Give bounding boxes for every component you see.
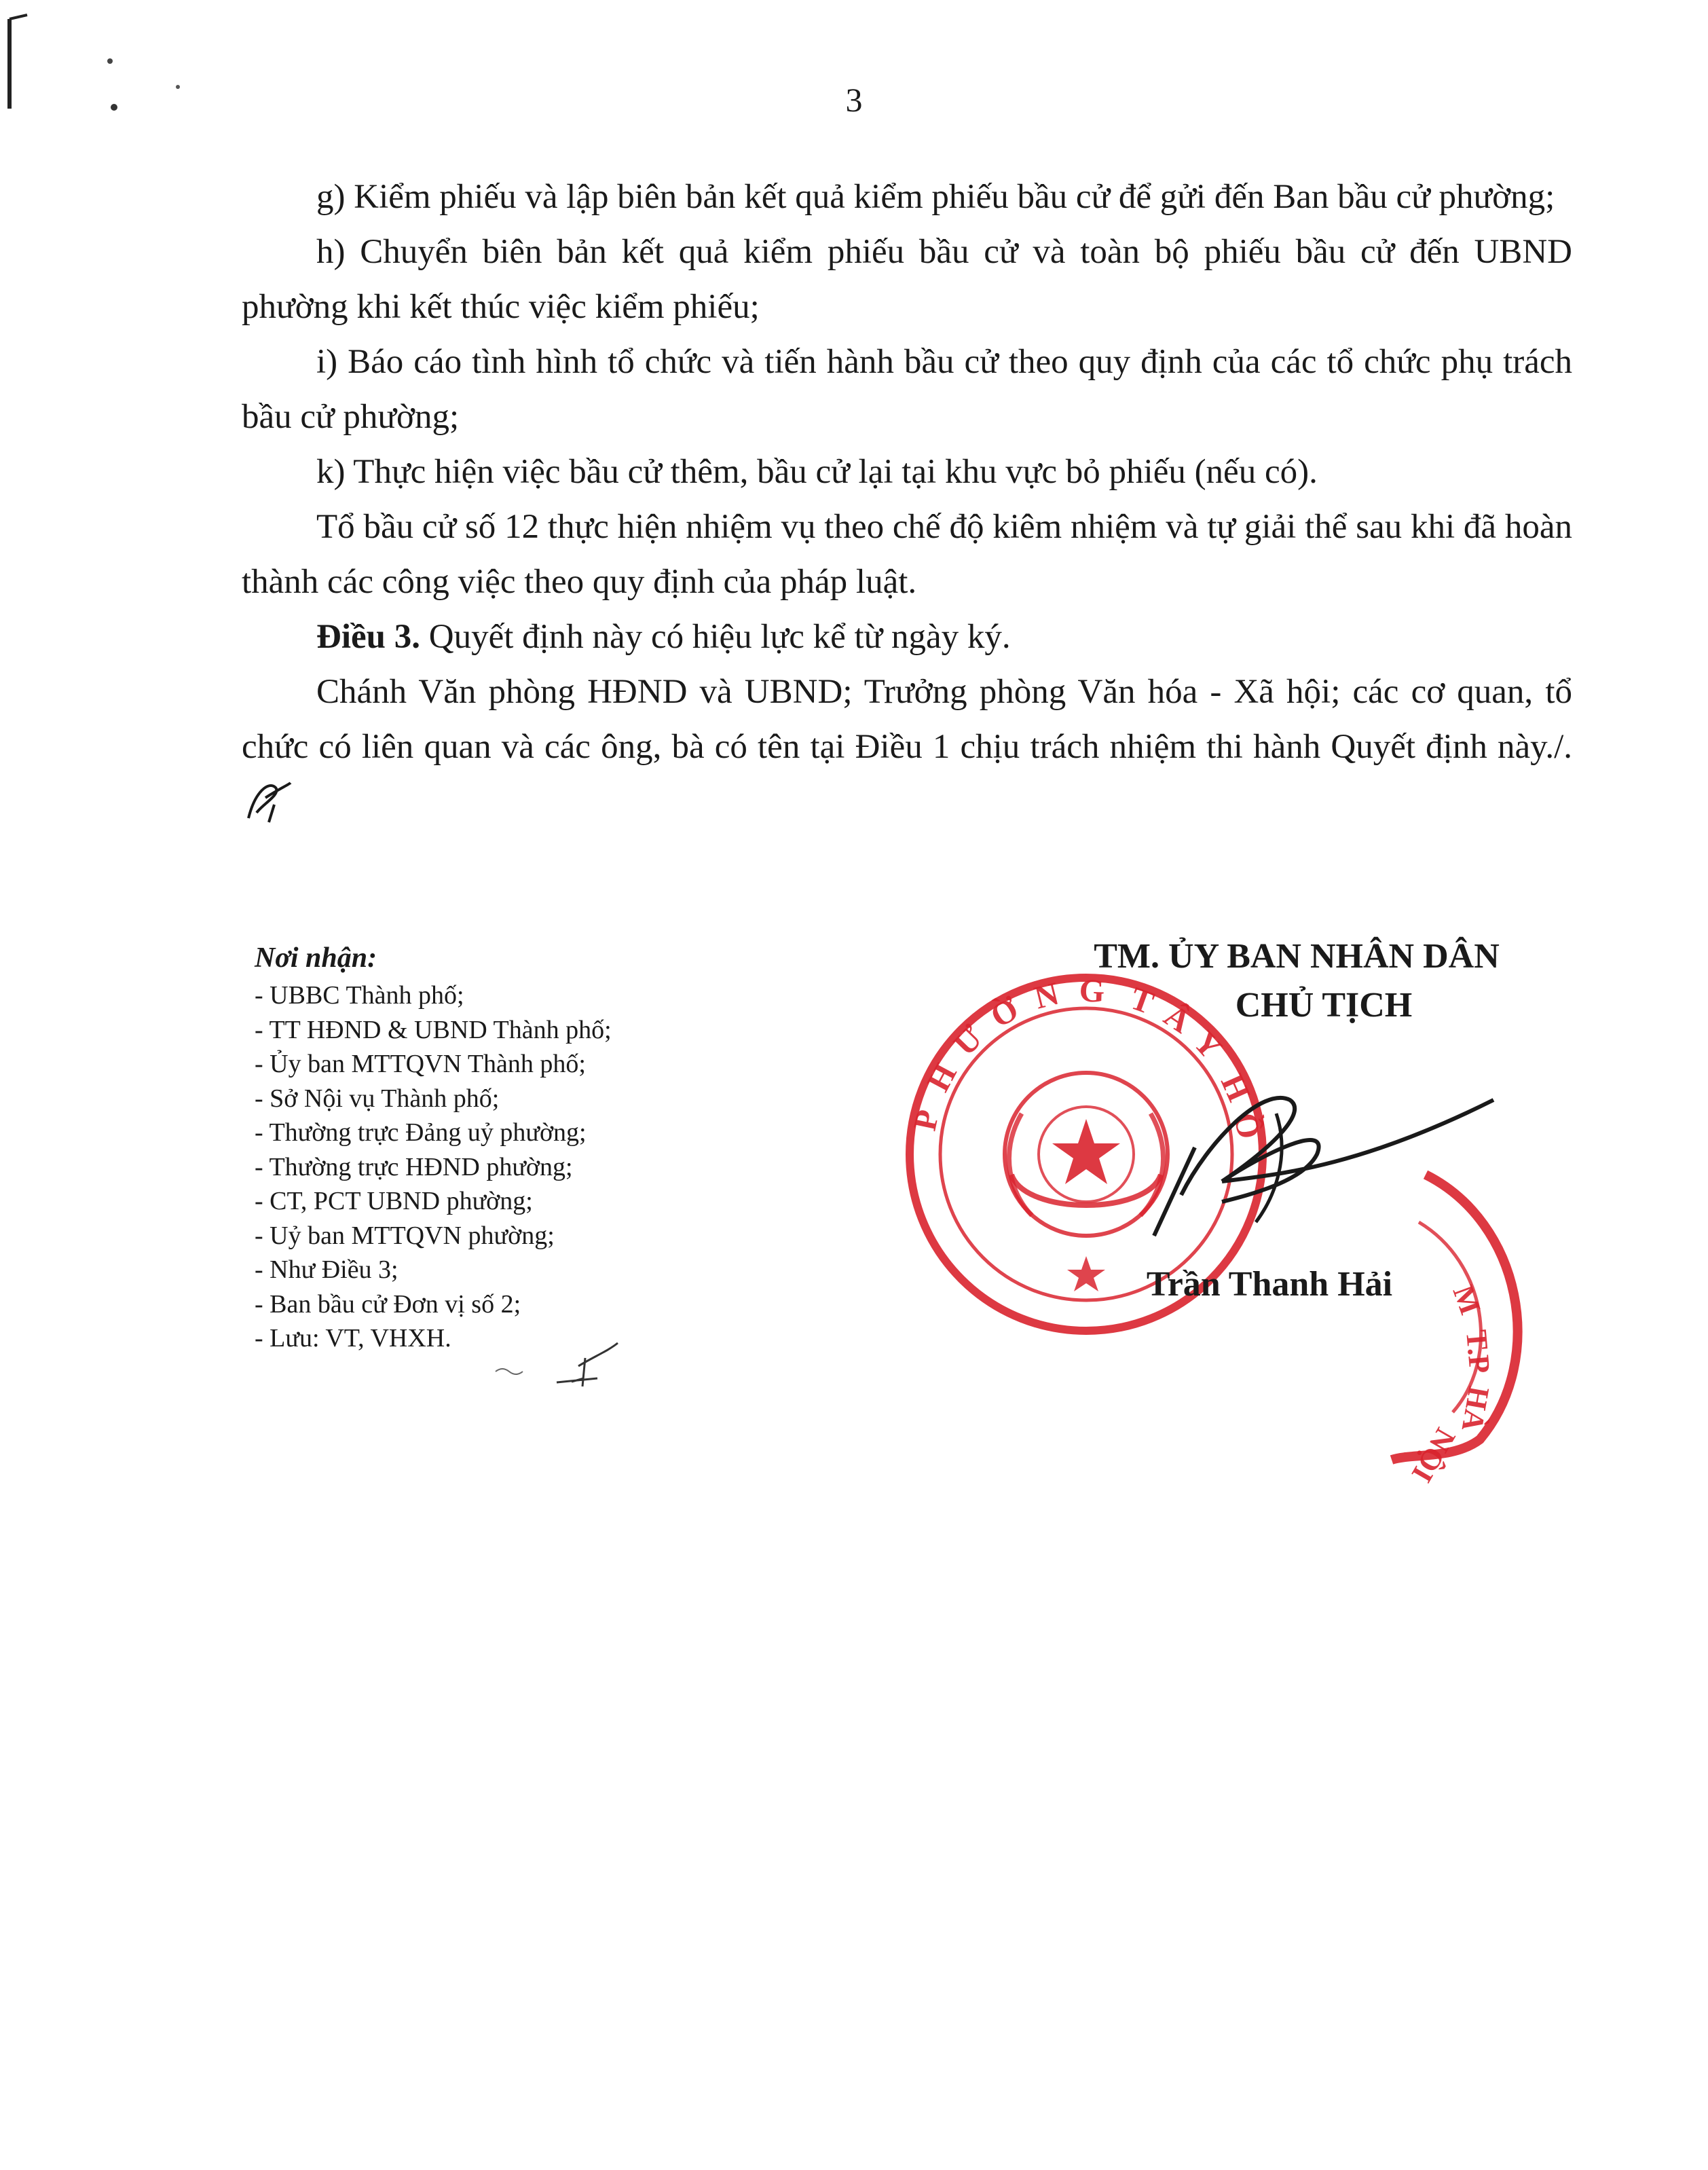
svg-text:Ồ: Ồ xyxy=(1227,1110,1267,1142)
page-number: 3 xyxy=(845,81,863,119)
recipient-item: - CT, PCT UBND phường; xyxy=(255,1187,533,1215)
article-3-text: Quyết định này có hiệu lực kể từ ngày ký. xyxy=(420,618,1011,656)
responsibility-text: Chánh Văn phòng HĐND và UBND; Trưởng phòng Văn hóa - Xã hội; các cơ quan, tổ chức có liên quan và các ông, bà có tên tại Điều 1 chịu trách nhiệm thi hành Quyết định này./. xyxy=(242,673,1572,766)
recipients-list xyxy=(255,939,798,1356)
scan-margin-mark xyxy=(0,0,204,136)
paragraph-h: h) Chuyển biên bản kết quả kiểm phiếu bầu cử và toàn bộ phiếu bầu cử đến UBND phường khi kết thúc việc kiểm phiếu; xyxy=(242,233,1572,326)
recipient-item: - Sở Nội vụ Thành phố; xyxy=(255,1084,500,1113)
svg-text:HÀ: HÀ xyxy=(1455,1384,1496,1434)
svg-text:T: T xyxy=(1126,980,1159,1022)
recipient-item: - Ban bầu cử Đơn vị số 2; xyxy=(255,1289,521,1319)
recipient-item: - Như Điều 3; xyxy=(255,1255,398,1284)
svg-text:Y: Y xyxy=(1186,1024,1229,1066)
paragraph-g: g) Kiểm phiếu và lập biên bản kết quả kiểm phiếu bầu cử để gửi đến Ban bầu cử phường; xyxy=(316,178,1555,216)
paragraph-i: i) Báo cáo tình hình tổ chức và tiến hành bầu cử theo quy định của các tổ chức phụ trách bầu cử phường; xyxy=(242,343,1572,436)
paragraph-team: Tổ bầu cử số 12 thực hiện nhiệm vụ theo chế độ kiêm nhiệm và tự giải thể sau khi đã hoàn thành các công việc theo quy định của pháp luật. xyxy=(242,508,1572,601)
recipient-item: - Lưu: VT, VHXH. xyxy=(255,1324,451,1353)
svg-text:Â: Â xyxy=(1157,997,1198,1041)
svg-text:H: H xyxy=(920,1058,964,1098)
svg-text:P: P xyxy=(906,1107,946,1134)
article-3 xyxy=(242,610,1572,665)
recipient-item: - Thường trực Đảng uỷ phường; xyxy=(255,1118,587,1147)
recipient-item: - Thường trực HĐND phường; xyxy=(255,1152,573,1181)
svg-text:M: M xyxy=(1446,1281,1487,1319)
signature-authority: TM. ỦY BAN NHÂN DÂN xyxy=(1094,937,1500,976)
svg-text:G: G xyxy=(1078,972,1105,1010)
recipients-title: Nơi nhận: xyxy=(255,942,377,974)
signature-block xyxy=(998,932,1595,1030)
initials-mark-icon xyxy=(242,777,296,825)
recipient-item: - Uỷ ban MTTQVN phường; xyxy=(255,1221,555,1250)
svg-text:N: N xyxy=(1031,975,1063,1016)
body-text xyxy=(242,170,1572,830)
svg-text:T.P: T.P xyxy=(1460,1328,1497,1375)
signature-title: CHỦ TỊCH xyxy=(1235,986,1413,1025)
article-3-label: Điều 3. xyxy=(316,618,420,656)
paragraph-responsibility xyxy=(242,665,1572,830)
paragraph-k: k) Thực hiện việc bầu cử thêm, bầu cử lại tại khu vực bỏ phiếu (nếu có). xyxy=(316,453,1318,491)
svg-text:H: H xyxy=(1213,1069,1257,1107)
svg-text:Ờ: Ờ xyxy=(984,991,1025,1035)
recipient-item: - UBBC Thành phố; xyxy=(255,981,464,1010)
recipient-item: - TT HĐND & UBND Thành phố; xyxy=(255,1015,612,1044)
svg-text:NỘI: NỘI xyxy=(1405,1422,1462,1488)
recipients-items xyxy=(255,978,798,1356)
signer-name: Trần Thanh Hải xyxy=(1146,1265,1393,1304)
recipient-item: - Ủy ban MTTQVN Thành phố; xyxy=(255,1050,586,1078)
svg-text:Ư: Ư xyxy=(946,1018,991,1063)
